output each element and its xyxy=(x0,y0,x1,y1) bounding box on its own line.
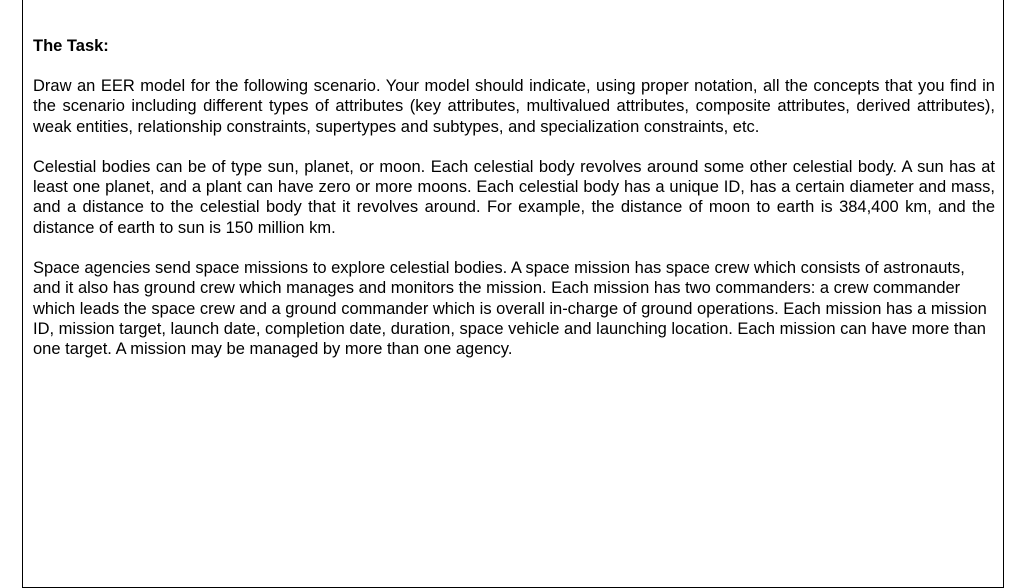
task-section xyxy=(33,36,995,360)
celestial-bodies-paragraph: Celestial bodies can be of type sun, planet, or moon. Each celestial body revolves around some other celestial body. A sun has at least one planet, and a plant can have zero or more moons. Each celestial body has a unique ID, has a certain diameter and mass, and a distance to the celestial body that it revolves around. For example, the distance of moon to earth is 384,400 km, and the distance of earth to sun is 150 million km. xyxy=(33,157,995,237)
task-instructions-paragraph: Draw an EER model for the following scenario. Your model should indicate, using proper notation, all the concepts that you find in the scenario including different types of attributes (key attributes, multivalued attributes, composite attributes, derived attributes), weak entities, relationship constraints, supertypes and subtypes, and specialization constraints, etc. xyxy=(33,77,995,136)
space-missions-paragraph: Space agencies send space missions to explore celestial bodies. A space mission has space crew which consists of astronauts, and it also has ground crew which manages and monitors the mission. Each mission has two commanders: a crew commander which leads the space crew and a ground commander which is overall in-charge of ground operations. Each mission has a mission ID, mission target, launch date, completion date, duration, space vehicle and launching location. Each mission can have more than one target. A mission may be managed by more than one agency. xyxy=(33,259,987,359)
task-heading: The Task: xyxy=(33,37,109,55)
